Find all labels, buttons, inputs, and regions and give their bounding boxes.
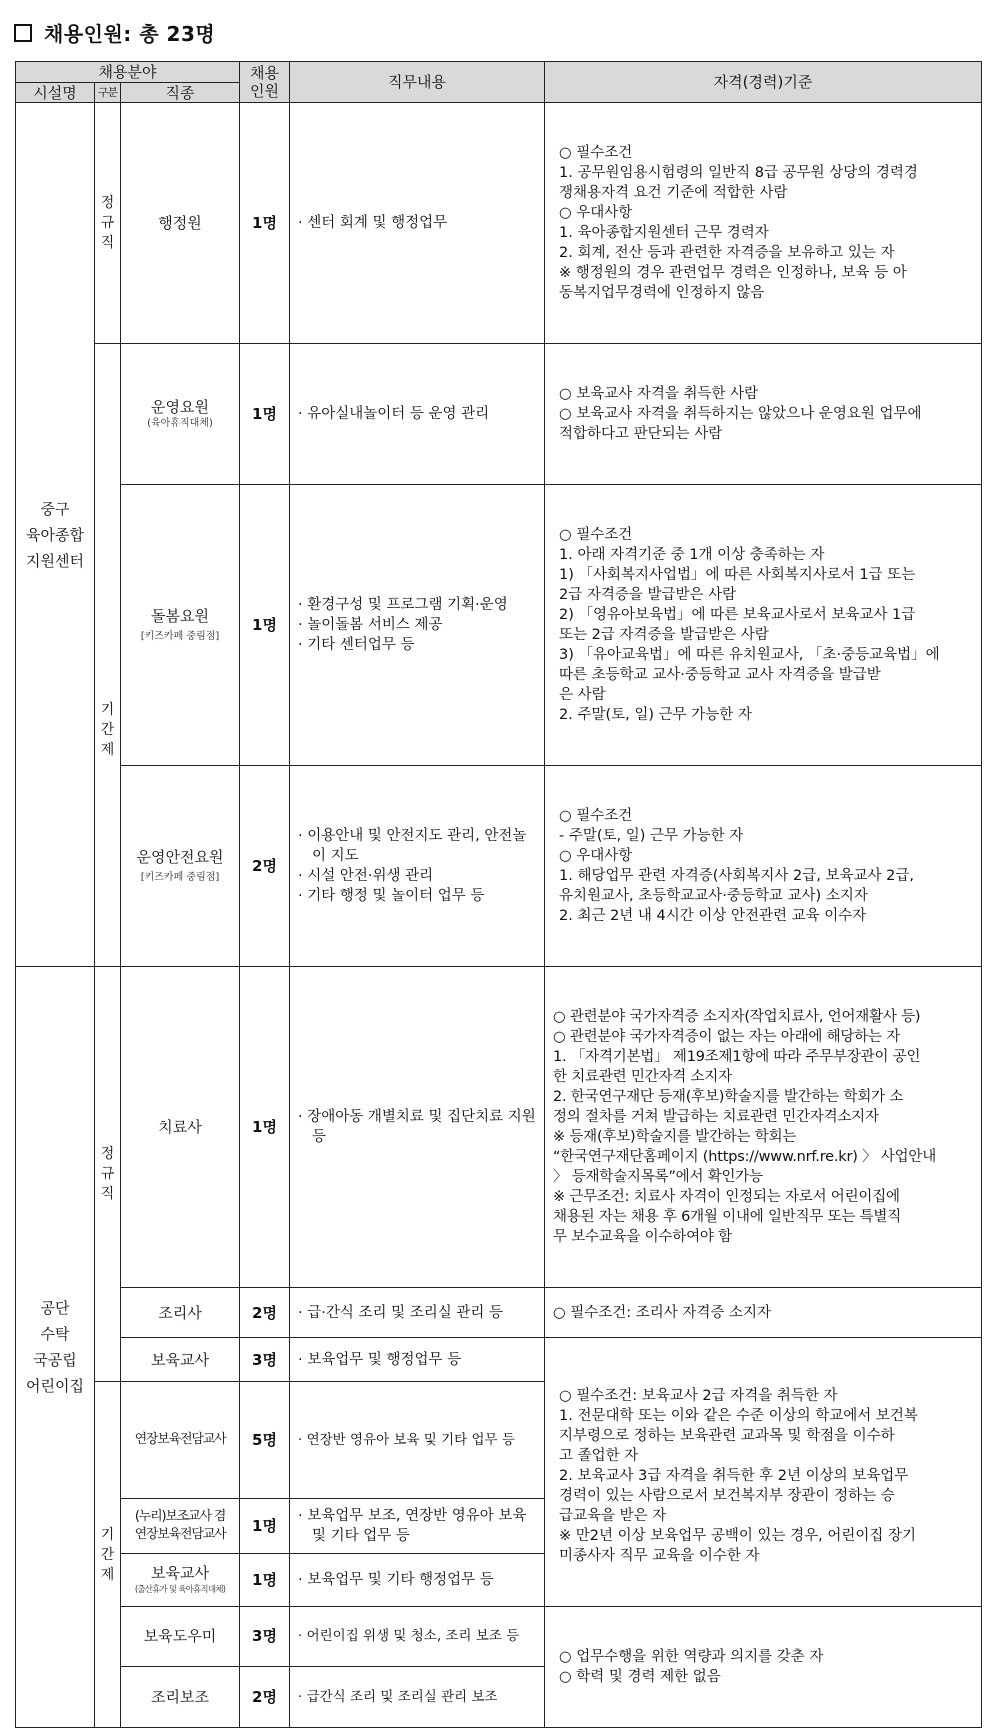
table-row — [16, 1338, 982, 1382]
job-extended: 연장보육전담교사 — [121, 1382, 240, 1499]
header-row-1 — [16, 62, 982, 83]
table-row — [16, 1607, 982, 1667]
count-teacher: 3명 — [240, 1338, 290, 1382]
qual-admin: ○ 필수조건 1. 공무원임용시험령의 일반직 8급 공무원 상당의 경력경 쟁채용자격 요건 기준에 적합한 사람 ○ 우대사항 1. 육아종합지원센터 근무 경력자 2. 회계, 전산 등과 관련한 자격증을 보유하고 있는 자 ※ 행정원의 경우 관련업무 경력은 인정하나, 보육 등 아 동복지업무경력에 인정하지 않음 — [545, 103, 982, 344]
table-row — [16, 485, 982, 766]
qual-ops: ○ 보육교사 자격을 취득한 사람 ○ 보육교사 자격을 취득하지는 않았으나 운영요원 업무에 적합하다고 판단되는 사람 — [545, 344, 982, 485]
duty-care: · 환경구성 및 프로그램 기획·운영 · 놀이돌봄 서비스 제공 · 기타 센터업무 등 — [290, 485, 545, 766]
header-facility: 시설명 — [16, 83, 95, 103]
type-regular: 정 규 직 — [95, 103, 121, 344]
header-job: 직종 — [121, 83, 240, 103]
header-duty: 직무내용 — [290, 62, 545, 103]
qual-cook: ○ 필수조건: 조리사 자격증 소지자 — [545, 1288, 982, 1338]
table-row — [16, 103, 982, 344]
header-headcount: 채용 인원 — [240, 62, 290, 103]
facility-center: 중구 육아종합 지원센터 — [16, 103, 95, 967]
type-contract: 기 간 제 — [95, 344, 121, 967]
table-row — [16, 766, 982, 967]
qual-helper: ○ 업무수행을 위한 역량과 의지를 갖춘 자 ○ 학력 및 경력 제한 없음 — [545, 1607, 982, 1728]
count-helper: 3명 — [240, 1607, 290, 1667]
duty-extended: · 연장반 영유아 보육 및 기타 업무 등 — [290, 1382, 545, 1499]
table-row — [16, 1288, 982, 1338]
type-contract: 기 간 제 — [95, 1382, 121, 1728]
checkbox-icon — [14, 24, 32, 42]
table-row — [16, 967, 982, 1288]
job-ops: 운영요원 (육아휴직대체) — [121, 344, 240, 485]
job-therapist: 치료사 — [121, 967, 240, 1288]
page-title: 채용인원: 총 23명 — [44, 22, 216, 46]
count-extended: 5명 — [240, 1382, 290, 1499]
job-cook: 조리사 — [121, 1288, 240, 1338]
job-cook-assist: 조리보조 — [121, 1666, 240, 1727]
qual-safety: ○ 필수조건 - 주말(토, 일) 근무 가능한 자 ○ 우대사항 1. 해당업무 관련 자격증(사회복지사 2급, 보육교사 2급, 유치원교사, 초등학교교사·중등학교 교사) 소지자 2. 최근 2년 내 4시간 이상 안전관련 교육 이수자 — [545, 766, 982, 967]
job-care: 돌봄요원 [키즈카페 중림점] — [121, 485, 240, 766]
duty-teacher: · 보육업무 및 행정업무 등 — [290, 1338, 545, 1382]
qual-teacher: ○ 필수조건: 보육교사 2급 자격을 취득한 자 1. 전문대학 또는 이와 같은 수준 이상의 학교에서 보건복 지부령으로 정하는 보육관련 교과목 및 학점을 이수하 고 졸업한 자 2. 보육교사 3급 자격을 취득한 후 2년 이상의 보육업무 경력이 있는 사람으로서 보건복지부 장관이 정하는 승 급교육을 받은 자 ※ 만2년 이상 보육업무 공백이 있는 경우, 어린이집 장기 미종사자 직무 교육을 이수한 자 — [545, 1338, 982, 1607]
count-care: 1명 — [240, 485, 290, 766]
count-therapist: 1명 — [240, 967, 290, 1288]
duty-cook: · 급·간식 조리 및 조리실 관리 등 — [290, 1288, 545, 1338]
duty-helper: · 어린이집 위생 및 청소, 조리 보조 등 — [290, 1607, 545, 1667]
duty-ops: · 유아실내놀이터 등 운영 관리 — [290, 344, 545, 485]
type-regular: 정 규 직 — [95, 967, 121, 1382]
job-teacher: 보육교사 — [121, 1338, 240, 1382]
duty-safety: · 이용안내 및 안전지도 관리, 안전놀이 지도 · 시설 안전·위생 관리 · 기타 행정 및 놀이터 업무 등 — [290, 766, 545, 967]
count-admin: 1명 — [240, 103, 290, 344]
facility-daycare: 공단 수탁 국공립 어린이집 — [16, 967, 95, 1728]
count-ops: 1명 — [240, 344, 290, 485]
job-teacher-sub: 보육교사 (출산휴가 및 육아휴직대체) — [121, 1554, 240, 1607]
duty-cook-assist: · 급간식 조리 및 조리실 관리 보조 — [290, 1666, 545, 1727]
qual-therapist: ○ 관련분야 국가자격증 소지자(작업치료사, 언어재활사 등) ○ 관련분야 국가자격증이 없는 자는 아래에 해당하는 자 1. 「자격기본법」 제19조제1항에 따라 주무부장관이 공인 한 치료관련 민간자격 소지자 2. 한국연구재단 등재(후보)학술지를 발간하는 학회가 소 정의 절차를 거쳐 발급하는 치료관련 민간자격소지자 ※ 등재(후보)학술지를 발간하는 학회는 “한국연구재단홈페이지 (https://www.nrf.re.kr) 〉 사업안내 〉 등재학술지목록”에서 확인가능 ※ 근무조건: 치료사 자격이 인정되는 자로서 어린이집에 채용된 자는 채용 후 6개월 이내에 일반직무 또는 특별직 무 보수교육을 이수하여야 함 — [545, 967, 982, 1288]
job-helper: 보육도우미 — [121, 1607, 240, 1667]
duty-assistant: · 보육업무 보조, 연장반 영유아 보육 및 기타 업무 등 — [290, 1499, 545, 1554]
job-assistant: (누리)보조교사 겸 연장보육전담교사 — [121, 1499, 240, 1554]
count-assistant: 1명 — [240, 1499, 290, 1554]
duty-teacher-sub: · 보육업무 및 기타 행정업무 등 — [290, 1554, 545, 1607]
header-field-group: 채용분야 — [16, 62, 240, 83]
recruitment-table — [15, 61, 982, 1728]
job-admin: 행정원 — [121, 103, 240, 344]
count-safety: 2명 — [240, 766, 290, 967]
header-qualification: 자격(경력)기준 — [545, 62, 982, 103]
job-safety: 운영안전요원 [키즈카페 중림점] — [121, 766, 240, 967]
header-type: 구분 — [95, 83, 121, 103]
duty-admin: · 센터 회계 및 행정업무 — [290, 103, 545, 344]
duty-therapist: · 장애아동 개별치료 및 집단치료 지원 등 — [290, 967, 545, 1288]
section-heading — [14, 18, 215, 47]
count-cook: 2명 — [240, 1288, 290, 1338]
table-row — [16, 344, 982, 485]
count-teacher-sub: 1명 — [240, 1554, 290, 1607]
count-cook-assist: 2명 — [240, 1666, 290, 1727]
qual-care: ○ 필수조건 1. 아래 자격기준 중 1개 이상 충족하는 자 1) 「사회복지사업법」에 따른 사회복지사로서 1급 또는 2급 자격증을 발급받은 사람 2) 「영유아보육법」에 따른 보육교사로서 보육교사 1급 또는 2급 자격증을 발급받은 사람 3) 「유아교육법」에 따른 유치원교사, 「초·중등교육법」에 따른 초등학교 교사·중등학교 교사 자격증을 발급받 은 사람 2. 주말(토, 일) 근무 가능한 자 — [545, 485, 982, 766]
